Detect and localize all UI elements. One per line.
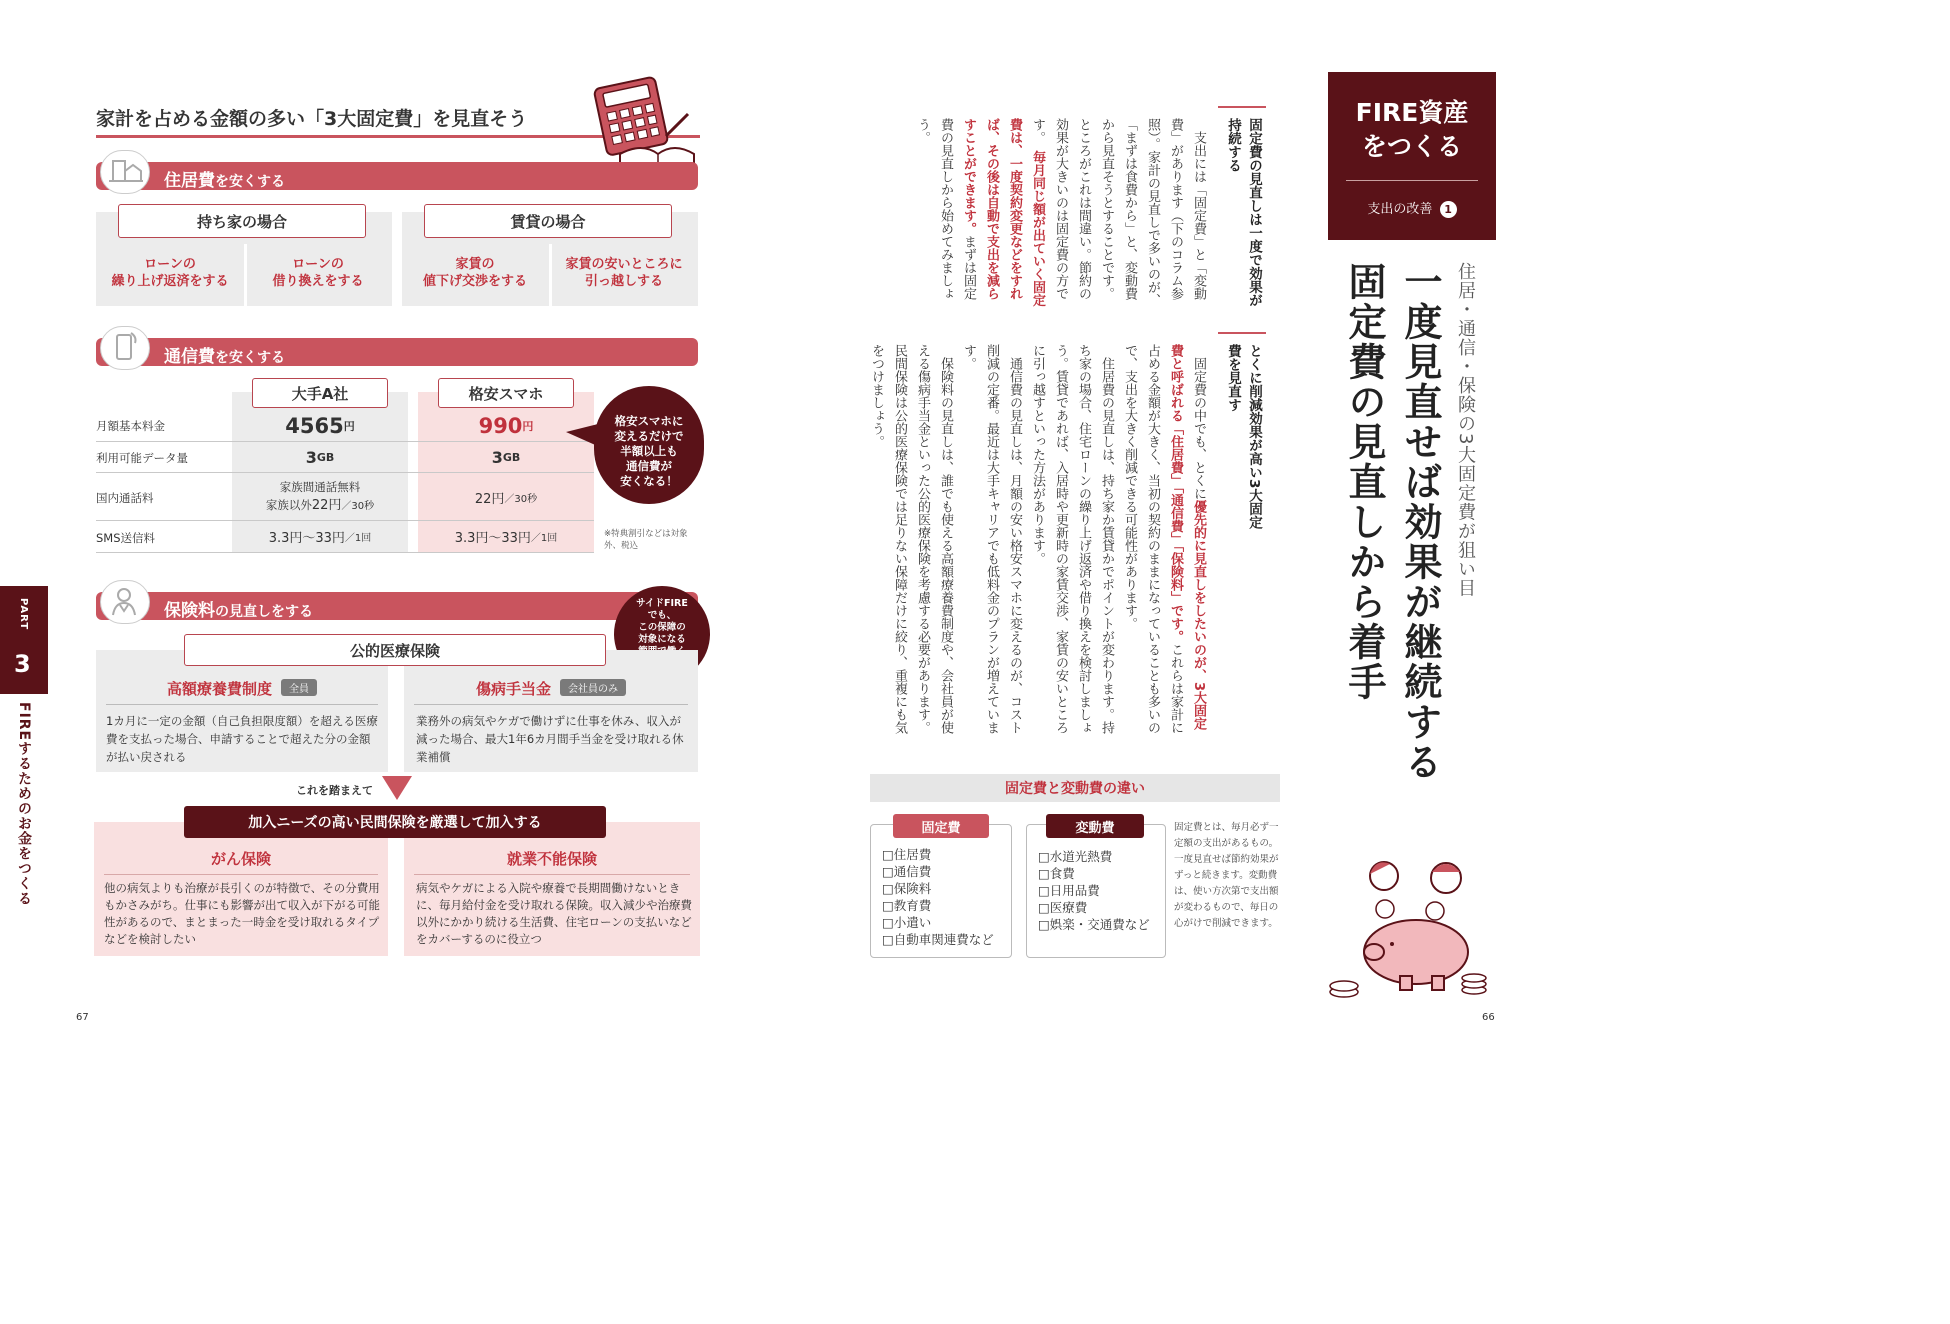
list-item: □医療費 [1038, 900, 1088, 915]
sec1-body-run [1030, 138, 1045, 151]
public-insurance-label: 公的医療保険 [184, 634, 606, 666]
telecom-row-line [96, 441, 594, 442]
sec1-body [866, 118, 1210, 310]
sec2-body-run: 保険料の見直しは、誰でも使える高額療養費制度や、会社員が使える傷病手当金といった公的医療保険を考慮する必要があります。民間保険は公的医療保険では足りない保障だけに絞り、重複にも気をつけましょう。 [869, 344, 953, 734]
sec2-body [866, 344, 1210, 740]
telecom-col-b-header: 格安スマホ [438, 378, 574, 408]
housing-item-rent-negotiate: 家賃の 値下げ交渉をする [422, 257, 527, 289]
high-cost-title-row: 高額療養費制度 全員 [96, 678, 388, 699]
coins-icon [1462, 974, 1486, 994]
arrow-label: これを踏まえて [296, 784, 373, 797]
piggy-bank-icon [1350, 852, 1490, 998]
telecom-bar-title: 通信費を安くする [164, 347, 285, 367]
arrow-down-icon [382, 776, 412, 800]
cancer-rule [104, 874, 378, 875]
variable-list [1038, 848, 1164, 933]
doctor-icon [100, 580, 150, 624]
telecom-row-label: 国内通話料 [96, 491, 154, 505]
title-line-1: 一度見直せば効果が継続する [1398, 262, 1442, 782]
telecom-row-line [96, 520, 594, 521]
telecom-a-monthly: 4565 円 [285, 414, 355, 438]
sec1-heading-rule [1218, 106, 1266, 108]
telecom-b-monthly: 990 円 [478, 414, 534, 438]
house-icon [100, 150, 150, 194]
title-line-2: 固定費の見直しから着手 [1342, 262, 1386, 702]
part-tab-vertical: FIREするためのお金をつくる [16, 702, 32, 907]
disability-title: 就業不能保険 [506, 850, 597, 868]
sec1-body-run: まずは固定費の見直しから始めてみましょう。 [915, 118, 976, 300]
page-number-right: 66 [1482, 1012, 1495, 1023]
page-number-left: 67 [76, 1012, 89, 1023]
sec1-body-run: 毎月同じ額が出ていく固定費は、一度契約変更などをすれば、その後は自動で支出を減らすことができます。 [961, 118, 1045, 307]
sec2-body-run: 住居費の見直しは、持ち家か賃貸かでポイントが変わります。持ち家の場合、住宅ローンの繰り上げ返済や借り換えを検討しましょう。賃貸であれば、入居時や更新時の家賃交渉、家賃の安いところに引っ越すといった方法があります。 [1030, 344, 1114, 734]
housing-own-divider [244, 244, 247, 306]
telecom-b-sms: 3.3円〜33円 ／1回 [454, 530, 558, 546]
telecom-a-sms: 3.3円〜33円 ／1回 [268, 530, 372, 546]
list-item: □通信費 [882, 864, 932, 879]
telecom-b-data: 3 GB [491, 447, 521, 467]
high-cost-rule [106, 704, 378, 705]
sec2-heading-rule [1218, 332, 1266, 334]
telecom-b-call: 22円 ／30秒 [474, 491, 538, 507]
fire-badge-title: FIRE資産 をつくる [1355, 98, 1469, 161]
list-item: □水道光熱費 [1038, 849, 1113, 864]
fixed-label: 固定費 [893, 814, 989, 838]
housing-rent-label: 賃貸の場合 [424, 204, 672, 238]
sec2-body-run: 固定費の中でも、とくに [1191, 344, 1206, 500]
telecom-row-label: SMS送信料 [96, 531, 156, 545]
part-tab-number: 3 [14, 650, 31, 678]
list-item: □娯楽・交通費など [1038, 917, 1150, 932]
column-heading: 固定費と変動費の違い [870, 774, 1280, 802]
list-item: □保険料 [882, 881, 932, 896]
insurance-bar-title: 保険料の見直しをする [164, 601, 313, 621]
telecom-row-label: 利用可能データ量 [96, 451, 188, 465]
list-item: □日用品費 [1038, 883, 1100, 898]
private-select-label: 加入ニーズの高い民間保険を厳選して加入する [184, 806, 606, 838]
telecom-a-call: 家族間通話無料 家族以外22円／30秒 [265, 480, 375, 513]
sec2-body-run: 通信費の見直しは、月額の安い格安スマホに変えるのが、コスト削減の定番。最近は大手キャリアでも低料金のプランが増えています。 [961, 344, 1022, 734]
sec1-heading: 固定費の見直しは一度で効果が持続する [1225, 118, 1262, 307]
cancer-desc: 他の病気よりも治療が長引くのが特徴で、その分費用もかさみがち。仕事にも影響が出て収入が下がる可能性があるので、まとまった一時金を受け取れるタイプなどを検討したい [104, 881, 380, 946]
high-cost-desc: 1カ月に一定の金額（自己負担限度額）を超える医療費を支払った場合、申請することで超えた分の金額が払い戻される [106, 714, 378, 764]
list-item: □住居費 [882, 847, 932, 862]
sick-rule [414, 704, 688, 705]
sec2-heading: とくに削減効果が高い3大固定費を見直す [1225, 344, 1262, 529]
smartphone-icon [100, 326, 150, 370]
housing-own-label: 持ち家の場合 [118, 204, 366, 238]
main-heading: 家計を占める金額の多い「3大固定費」を見直そう [96, 108, 528, 130]
sec2-body-run: これらは家計に占める金額が大きく、当初の契約のままになっていることも多いので、支出を大きく削減できる可能性があります。 [1122, 344, 1183, 734]
list-item: □小遣い [882, 915, 932, 930]
fixed-list [882, 846, 1008, 948]
telecom-note: ※特典割引などは対象外、税込 [604, 529, 688, 551]
subtitle: 住居・通信・保険の3大固定費が狙い目 [1455, 262, 1476, 598]
telecom-bubble: 格安スマホに 変えるだけで 半額以上も 通信費が 安くなる！ [594, 386, 704, 504]
housing-bar-title: 住居費を安くする [164, 171, 285, 191]
list-item: □食費 [1038, 866, 1075, 881]
housing-rent-divider [549, 244, 552, 306]
fire-badge-rule [1346, 180, 1478, 181]
variable-label: 変動費 [1046, 814, 1144, 838]
part-tab-label: PART [18, 598, 29, 631]
telecom-row-line [96, 552, 594, 553]
cancer-title: がん保険 [210, 850, 271, 868]
telecom-a-data: 3 GB [305, 447, 335, 467]
housing-item-move: 家賃の安いところに 引っ越しする [565, 257, 683, 289]
sec2-body-run: 優先的に見直しをしたいのが、3大固定費と呼ばれる「住居費」「通信費」「保険料」です。 [1168, 344, 1206, 731]
sick-title-row: 傷病手当金 会社員のみ [404, 678, 698, 699]
fire-badge-sub: 支出の改善 1 [1328, 198, 1496, 218]
sick-desc: 業務外の病気やケガで働けずに仕事を休み、収入が減った場合、最大1年6カ月間手当金を受け取れる休業補償 [416, 714, 684, 764]
coins-icon [1326, 972, 1362, 1000]
column-note: 固定費とは、毎月必ず一定額の支出があるもの。一度見直せば節約効果がずっと続きます。変動費は、使い方次第で支出額が変わるもので、毎日の心がけで削減できます。 [1174, 822, 1279, 929]
housing-item-loan-prepay: ローンの 繰り上げ返済をする [111, 257, 229, 289]
list-item: □教育費 [882, 898, 932, 913]
telecom-row-label: 月額基本料金 [96, 419, 165, 433]
insurance-bubble: サイドFIRE でも、 この保障の 対象になる [614, 586, 710, 682]
telecom-row-line [96, 472, 594, 473]
disability-desc: 病気やケガによる入院や療養で長期間働けないときに、毎月給付金を受け取れる保険。収入減少や治療費以外にかかり続ける生活費、住宅ローンの支払いなどをカバーするのに役立つ [416, 881, 692, 946]
disability-rule [414, 874, 690, 875]
list-item: □自動車関連費など [882, 932, 994, 947]
sec1-body-run: 支出には「固定費」と「変動費」があります（下のコラム参照）。家計の見直しで多いのが、「まずは食費から」と、変動費から見直そうとすることです。ところがこれは間違い。節約の効果が大きいのは固定費の方です。 [1030, 118, 1206, 307]
telecom-col-a-header: 大手A社 [252, 378, 388, 408]
housing-item-loan-refinance: ローンの 借り換えをする [272, 257, 364, 289]
